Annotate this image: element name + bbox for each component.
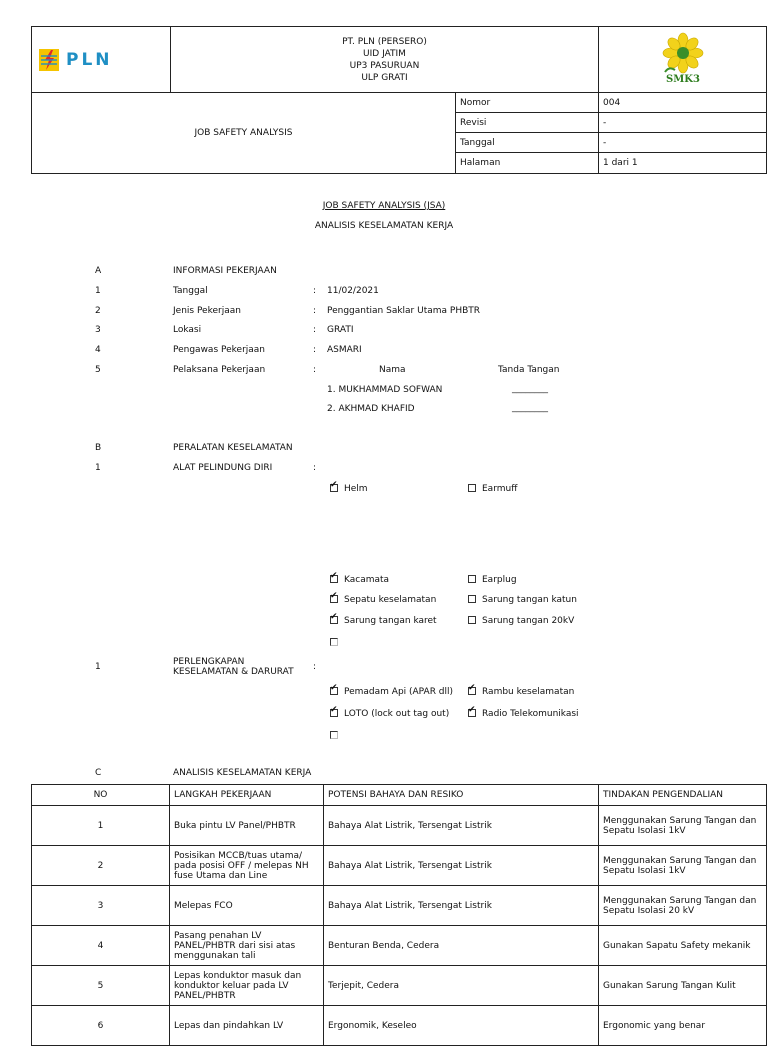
col-tanda-tangan: Tanda Tangan (498, 365, 560, 375)
checkbox-other-apd[interactable] (330, 638, 344, 648)
cell-no: 4 (32, 926, 170, 966)
col-nama: Nama (379, 365, 406, 375)
section-b-title: PERALATAN KESELAMATAN (173, 443, 293, 453)
main-title: JOB SAFETY ANALYSIS (JSA) (322, 201, 446, 211)
sub-title: ANALISIS KESELAMATAN KERJA (314, 221, 454, 231)
colon: : (313, 662, 317, 672)
checkbox-radio[interactable] (468, 709, 579, 719)
checkbox-unchecked-icon (468, 595, 476, 603)
table-row (32, 806, 767, 846)
checkbox-other-perlengkapan[interactable] (330, 731, 344, 741)
checkbox-rambu[interactable] (468, 687, 574, 697)
org-line: UID JATIM (363, 48, 406, 59)
meta-value: - (599, 113, 767, 133)
checkbox-label: LOTO (lock out tag out) (344, 709, 450, 719)
section-a-title: INFORMASI PEKERJAAN (173, 266, 277, 276)
info-label-pelaksana: Pelaksana Pekerjaan (173, 365, 266, 375)
cell-step: Posisikan MCCB/tuas utama/ pada posisi OFF / melepas NH fuse Utama dan Line (170, 846, 324, 886)
org-line: PT. PLN (PERSERO) (342, 36, 427, 47)
cell-control: Gunakan Sarung Tangan Kulit (599, 966, 767, 1006)
meta-label: Revisi (456, 113, 599, 133)
table-row (32, 926, 767, 966)
cell-risk: Bahaya Alat Listrik, Tersengat Listrik (324, 806, 599, 846)
info-label-jenis: Jenis Pekerjaan (173, 306, 241, 316)
checkbox-unchecked-icon (330, 731, 338, 739)
section-c-letter: C (95, 768, 102, 778)
th-potensi: POTENSI BAHAYA DAN RESIKO (324, 785, 599, 806)
worker-signature-line: ________ (512, 384, 548, 394)
th-no: NO (32, 785, 170, 806)
doc-title-cell (32, 93, 456, 174)
checkbox-checked-icon (330, 484, 338, 492)
cell-step: Lepas konduktor masuk dan konduktor keluar pada LV PANEL/PHBTR (170, 966, 324, 1006)
checkbox-helm[interactable] (330, 484, 368, 494)
meta-value: 1 dari 1 (599, 153, 767, 174)
colon: : (313, 325, 317, 335)
cell-step: Melepas FCO (170, 886, 324, 926)
cell-step: Pasang penahan LV PANEL/PHBTR dari sisi atas menggunakan tali (170, 926, 324, 966)
cell-no: 1 (32, 806, 170, 846)
checkbox-label: Earmuff (482, 484, 518, 494)
info-label-tanggal: Tanggal (173, 286, 208, 296)
th-langkah: LANGKAH PEKERJAAN (170, 785, 324, 806)
checkbox-unchecked-icon (330, 638, 338, 646)
checkbox-label: Helm (344, 484, 368, 494)
table-row (32, 966, 767, 1006)
perlengkapan-label-line2: KESELAMATAN & DARURAT (173, 667, 294, 677)
cell-step: Lepas dan pindahkan LV (170, 1006, 324, 1046)
info-label-pengawas: Pengawas Pekerjaan (173, 345, 266, 355)
cell-risk: Ergonomik, Keseleo (324, 1006, 599, 1046)
info-label-lokasi: Lokasi (173, 325, 202, 335)
checkbox-checked-icon (468, 709, 476, 717)
table-row (32, 886, 767, 926)
table-header-row (32, 785, 767, 806)
colon: : (313, 286, 317, 296)
info-value-pengawas: ASMARI (327, 345, 362, 355)
checkbox-sepatu[interactable] (330, 595, 436, 605)
checkbox-checked-icon (330, 595, 338, 603)
cell-risk: Benturan Benda, Cedera (324, 926, 599, 966)
checkbox-checked-icon (468, 687, 476, 695)
meta-value: - (599, 133, 767, 153)
jsa-table (31, 784, 767, 1046)
checkbox-label: Sarung tangan karet (344, 616, 437, 626)
cell-no: 6 (32, 1006, 170, 1046)
info-no: 2 (95, 306, 101, 316)
meta-label: Tanggal (456, 133, 599, 153)
checkbox-label: Sepatu keselamatan (344, 595, 437, 605)
cell-no: 5 (32, 966, 170, 1006)
colon: : (313, 345, 317, 355)
perlengkapan-label-line1: PERLENGKAPAN (173, 657, 245, 667)
cell-control: Ergonomic yang benar (599, 1006, 767, 1046)
section-a-letter: A (95, 266, 102, 276)
checkbox-unchecked-icon (468, 484, 476, 492)
cell-control: Menggunakan Sarung Tangan dan Sepatu Isolasi 20 kV (599, 886, 767, 926)
worker-signature-line: ________ (512, 403, 548, 413)
checkbox-label: Radio Telekomunikasi (482, 709, 579, 719)
info-no: 4 (95, 345, 101, 355)
org-line: ULP GRATI (361, 72, 408, 83)
org-line: UP3 PASURUAN (349, 60, 420, 71)
cell-no: 3 (32, 886, 170, 926)
pln-lightning-logo-icon (38, 48, 60, 72)
checkbox-label: Rambu keselamatan (482, 687, 575, 697)
worker-name: 1. MUKHAMMAD SOFWAN (327, 385, 443, 395)
section-b-letter: B (95, 443, 102, 453)
colon: : (313, 365, 317, 375)
section-c-title: ANALISIS KESELAMATAN KERJA (173, 768, 312, 778)
table-row (32, 1006, 767, 1046)
checkbox-sarung-katun[interactable] (468, 595, 577, 605)
info-no: 5 (95, 365, 101, 375)
checkbox-label: Sarung tangan 20kV (482, 616, 575, 626)
cell-control: Menggunakan Sarung Tangan dan Sepatu Isolasi 1kV (599, 846, 767, 886)
checkbox-checked-icon (330, 616, 338, 624)
pln-logo-cell (32, 27, 171, 93)
checkbox-checked-icon (330, 709, 338, 717)
smk3-logo-text: SMK3 (665, 74, 700, 84)
info-value-jenis: Penggantian Saklar Utama PHBTR (327, 306, 481, 316)
organization-block (171, 27, 599, 93)
smk3-flower-logo-icon (659, 32, 707, 84)
checkbox-label: Kacamata (344, 575, 390, 585)
apd-no: 1 (95, 463, 101, 473)
checkbox-pemadam-api[interactable] (330, 687, 453, 697)
meta-value: 004 (599, 93, 767, 113)
checkbox-earmuff[interactable] (468, 484, 517, 494)
colon: : (313, 463, 317, 473)
checkbox-unchecked-icon (468, 616, 476, 624)
cell-risk: Bahaya Alat Listrik, Tersengat Listrik (324, 886, 599, 926)
colon: : (313, 306, 317, 316)
info-no: 1 (95, 286, 101, 296)
cell-no: 2 (32, 846, 170, 886)
checkbox-earplug[interactable] (468, 575, 517, 585)
info-value-tanggal: 11/02/2021 (327, 286, 379, 296)
th-tindakan: TINDAKAN PENGENDALIAN (599, 785, 767, 806)
perlengkapan-no: 1 (95, 662, 101, 672)
info-no: 3 (95, 325, 101, 335)
checkbox-label: Pemadam Api (APAR dll) (344, 687, 454, 697)
checkbox-label: Earplug (482, 575, 517, 585)
cell-control: Menggunakan Sarung Tangan dan Sepatu Isolasi 1kV (599, 806, 767, 846)
checkbox-loto[interactable] (330, 709, 449, 719)
table-row (32, 846, 767, 886)
smk3-logo-cell (599, 27, 767, 93)
document-header (31, 26, 767, 174)
checkbox-checked-icon (330, 687, 338, 695)
doc-title: JOB SAFETY ANALYSIS (194, 128, 293, 138)
cell-step: Buka pintu LV Panel/PHBTR (170, 806, 324, 846)
cell-risk: Terjepit, Cedera (324, 966, 599, 1006)
checkbox-label: Sarung tangan katun (482, 595, 577, 605)
pln-logo-text: PLN (66, 49, 113, 70)
meta-label: Nomor (456, 93, 599, 113)
meta-label: Halaman (456, 153, 599, 174)
checkbox-unchecked-icon (468, 575, 476, 583)
checkbox-sarung-20kv[interactable] (468, 616, 574, 626)
apd-label: ALAT PELINDUNG DIRI (173, 463, 273, 473)
checkbox-checked-icon (330, 575, 338, 583)
worker-name: 2. AKHMAD KHAFID (327, 404, 415, 414)
cell-risk: Bahaya Alat Listrik, Tersengat Listrik (324, 846, 599, 886)
info-value-lokasi: GRATI (327, 325, 354, 335)
checkbox-kacamata[interactable] (330, 575, 389, 585)
checkbox-sarung-karet[interactable] (330, 616, 437, 626)
cell-control: Gunakan Sapatu Safety mekanik (599, 926, 767, 966)
